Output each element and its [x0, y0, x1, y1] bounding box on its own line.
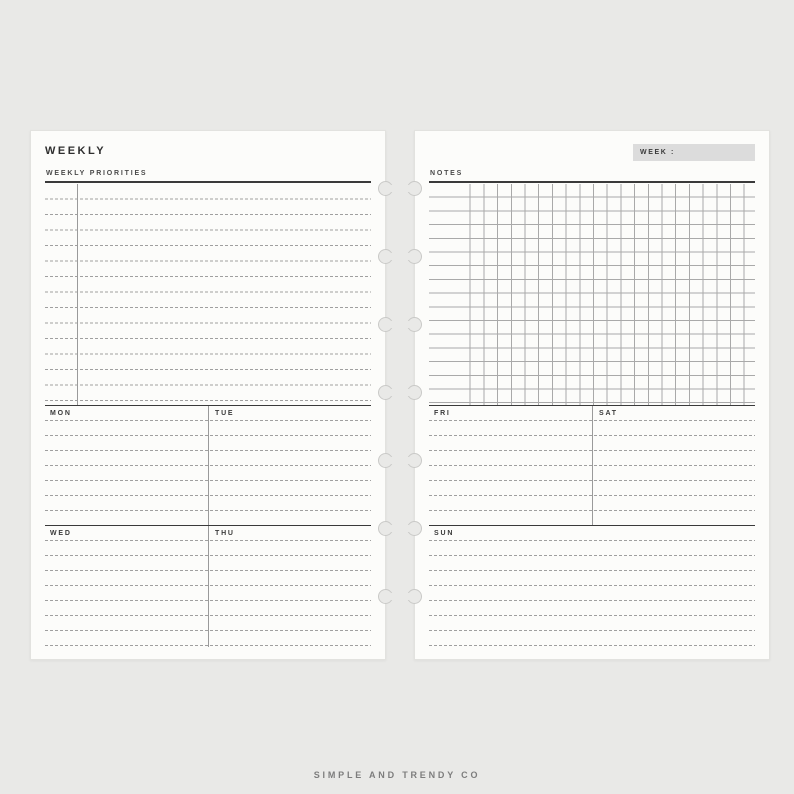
planner-left-page [30, 130, 386, 660]
disc-punch-notch [407, 249, 422, 264]
column-divider [208, 406, 209, 525]
thu-label: THU [215, 530, 235, 537]
notes-label: NOTES [430, 170, 464, 177]
disc-punch-notch [407, 385, 422, 400]
disc-punch-notch [378, 589, 393, 604]
left-page-title: WEEKLY [45, 145, 107, 157]
weekly-priorities-label: WEEKLY PRIORITIES [46, 170, 148, 177]
margin-line [77, 184, 78, 405]
disc-punch-notch [407, 317, 422, 332]
notes-grid [429, 184, 755, 405]
notes-grid-verticals [457, 184, 755, 405]
sun-label: SUN [434, 530, 455, 537]
wed-label: WED [50, 530, 72, 537]
disc-punch-notch [378, 521, 393, 536]
week-field [633, 144, 755, 161]
disc-punch-notch [378, 385, 393, 400]
disc-punch-notch [407, 589, 422, 604]
disc-punch-notch [378, 181, 393, 196]
mon-label: MON [50, 410, 72, 417]
priorities-divider [45, 181, 371, 183]
fri-label: FRI [434, 410, 451, 417]
priorities-ruled-lines [45, 184, 371, 405]
disc-punch-notch [378, 453, 393, 468]
disc-punch-notch [407, 453, 422, 468]
disc-punch-notch [378, 249, 393, 264]
disc-punch-notch [378, 317, 393, 332]
wed-thu-section [45, 525, 371, 647]
sun-section [429, 525, 755, 647]
disc-punch-notch [407, 521, 422, 536]
fri-sat-section [429, 405, 755, 525]
column-divider [208, 526, 209, 647]
planner-right-page [414, 130, 770, 660]
column-divider [592, 406, 593, 525]
week-field-label: WEEK : [640, 149, 675, 156]
notes-divider [429, 181, 755, 183]
brand-footer: SIMPLE AND TRENDY CO [313, 770, 481, 780]
mon-tue-section [45, 405, 371, 525]
sat-label: SAT [599, 410, 618, 417]
disc-punch-notch [407, 181, 422, 196]
tue-label: TUE [215, 410, 235, 417]
